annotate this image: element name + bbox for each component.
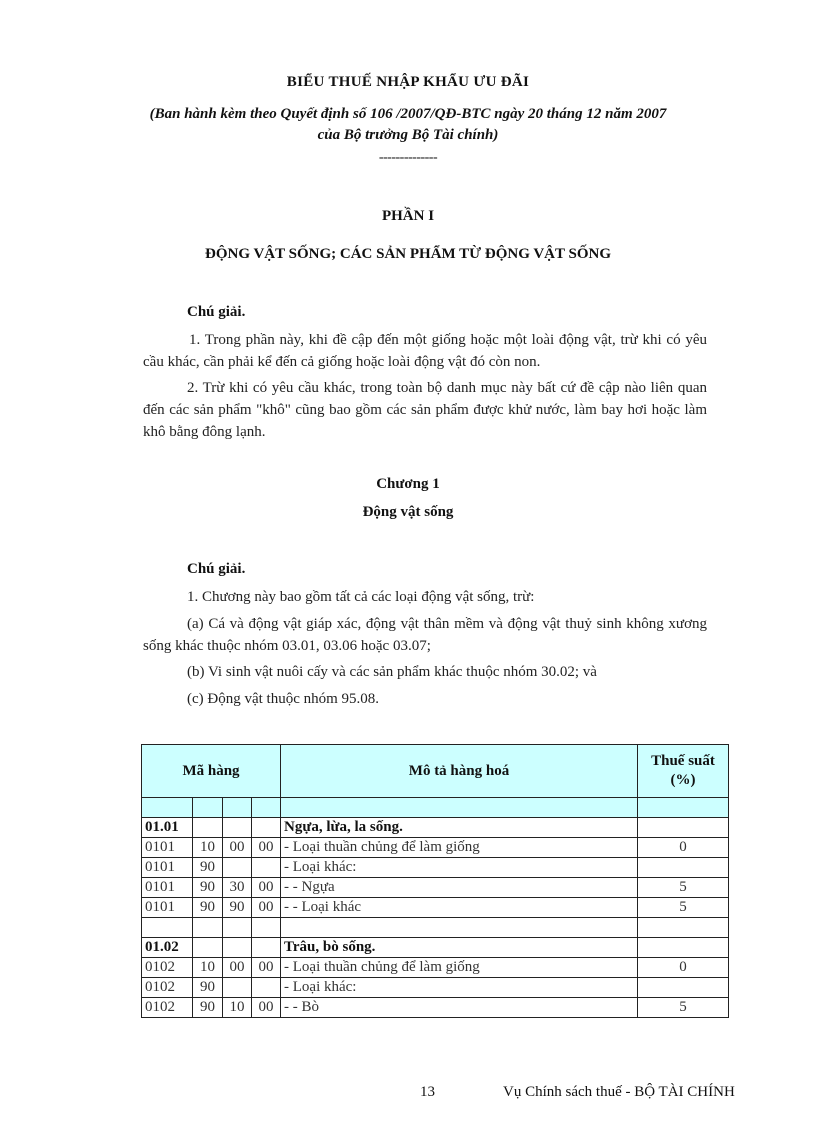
part-note-1: 1. Trong phần này, khi đề cập đến một giống hoặc một loài động vật, trừ khi có yêu cầu khác, cần phải kể đến cả giống hoặc loài động vật đó còn non. bbox=[143, 332, 707, 370]
code-part-4: 00 bbox=[252, 838, 281, 858]
part-label: PHẦN I bbox=[381, 208, 435, 224]
code-part-1: 0101 bbox=[142, 878, 193, 898]
header-rate bbox=[638, 745, 729, 798]
code-part-1: 0102 bbox=[142, 978, 193, 998]
code-part-2 bbox=[193, 818, 223, 838]
table-row bbox=[142, 898, 729, 918]
chapter-note-b: (b) Vi sinh vật nuôi cấy và các sản phẩm khác thuộc nhóm 30.02; và bbox=[187, 664, 597, 680]
table-spacer-row bbox=[142, 918, 729, 938]
part-notes-heading: Chú giải. bbox=[187, 304, 246, 320]
code-part-1 bbox=[142, 918, 193, 938]
document-subtitle bbox=[0, 104, 816, 146]
code-part-3: 00 bbox=[223, 838, 252, 858]
spacer-cell bbox=[252, 798, 281, 818]
code-part-3: 00 bbox=[223, 958, 252, 978]
table-row bbox=[142, 998, 729, 1018]
rate-cell bbox=[638, 978, 729, 998]
description-cell: - Loại thuần chủng để làm giống bbox=[281, 958, 638, 978]
table-row bbox=[142, 878, 729, 898]
code-part-4 bbox=[252, 858, 281, 878]
code-part-2: 10 bbox=[193, 838, 223, 858]
code-part-2: 90 bbox=[193, 898, 223, 918]
code-part-2: 90 bbox=[193, 978, 223, 998]
title-divider: -------------- bbox=[378, 150, 438, 165]
tariff-table bbox=[141, 744, 729, 1018]
code-part-2 bbox=[193, 938, 223, 958]
code-part-2 bbox=[193, 918, 223, 938]
header-description: Mô tả hàng hoá bbox=[281, 745, 638, 798]
description-cell: - - Bò bbox=[281, 998, 638, 1018]
table-group-row bbox=[142, 818, 729, 838]
description-cell: - Loại khác: bbox=[281, 978, 638, 998]
table-row bbox=[142, 858, 729, 878]
rate-cell bbox=[638, 918, 729, 938]
rate-cell: 5 bbox=[638, 878, 729, 898]
code-part-1: 01.02 bbox=[142, 938, 193, 958]
code-part-2: 90 bbox=[193, 878, 223, 898]
part-title: ĐỘNG VẬT SỐNG; CÁC SẢN PHẨM TỪ ĐỘNG VẬT SỐNG bbox=[204, 246, 612, 262]
header-code: Mã hàng bbox=[142, 745, 281, 798]
spacer-cell bbox=[142, 798, 193, 818]
chapter-note-1: 1. Chương này bao gồm tất cả các loại động vật sống, trừ: bbox=[187, 589, 535, 605]
code-part-4: 00 bbox=[252, 898, 281, 918]
rate-cell bbox=[638, 858, 729, 878]
code-part-2: 90 bbox=[193, 858, 223, 878]
code-part-3 bbox=[223, 858, 252, 878]
code-part-4 bbox=[252, 918, 281, 938]
spacer-cell bbox=[223, 798, 252, 818]
code-part-1: 01.01 bbox=[142, 818, 193, 838]
table-group-row bbox=[142, 938, 729, 958]
tariff-table-body bbox=[142, 818, 729, 1018]
description-cell: - - Ngựa bbox=[281, 878, 638, 898]
table-row bbox=[142, 958, 729, 978]
code-part-1: 0101 bbox=[142, 838, 193, 858]
code-part-1: 0101 bbox=[142, 858, 193, 878]
description-cell bbox=[281, 918, 638, 938]
code-part-4 bbox=[252, 978, 281, 998]
code-part-1: 0102 bbox=[142, 958, 193, 978]
code-part-3 bbox=[223, 818, 252, 838]
chapter-label: Chương 1 bbox=[376, 476, 440, 492]
description-cell: Trâu, bò sống. bbox=[281, 938, 638, 958]
code-part-2: 10 bbox=[193, 958, 223, 978]
description-cell: - Loại thuần chủng để làm giống bbox=[281, 838, 638, 858]
spacer-cell bbox=[281, 798, 638, 818]
chapter-note-a: (a) Cá và động vật giáp xác, động vật thân mềm và động vật thuỷ sinh không xương sống khác thuộc nhóm 03.01, 03.06 hoặc 03.07; bbox=[143, 616, 707, 654]
table-header-spacer bbox=[142, 798, 729, 818]
code-part-1: 0101 bbox=[142, 898, 193, 918]
header-rate-line-2: (%) bbox=[670, 772, 696, 788]
code-part-4 bbox=[252, 938, 281, 958]
header-rate-line-1: Thuế suất bbox=[651, 753, 715, 769]
code-part-3 bbox=[223, 938, 252, 958]
spacer-cell bbox=[638, 798, 729, 818]
spacer-cell bbox=[193, 798, 223, 818]
code-part-3: 90 bbox=[223, 898, 252, 918]
code-part-3 bbox=[223, 978, 252, 998]
chapter-title: Động vật sống bbox=[362, 504, 454, 520]
code-part-1: 0102 bbox=[142, 998, 193, 1018]
code-part-3: 30 bbox=[223, 878, 252, 898]
description-cell: Ngựa, lừa, la sống. bbox=[281, 818, 638, 838]
rate-cell: 5 bbox=[638, 898, 729, 918]
code-part-4: 00 bbox=[252, 958, 281, 978]
code-part-4: 00 bbox=[252, 878, 281, 898]
table-row bbox=[142, 978, 729, 998]
chapter-note-c: (c) Động vật thuộc nhóm 95.08. bbox=[187, 691, 380, 707]
rate-cell: 0 bbox=[638, 838, 729, 858]
document-title: BIỂU THUẾ NHẬP KHẨU ƯU ĐÃI bbox=[286, 74, 530, 90]
description-cell: - Loại khác: bbox=[281, 858, 638, 878]
part-note-2: 2. Trừ khi có yêu cầu khác, trong toàn bộ danh mục này bất cứ đề cập nào liên quan đến các sản phẩm "khô" cũng bao gồm các sản phẩm được khử nước, làm bay hơi hoặc làm khô bằng đông lạnh. bbox=[143, 380, 707, 440]
rate-cell bbox=[638, 938, 729, 958]
page-number: 13 bbox=[420, 1084, 435, 1100]
code-part-2: 90 bbox=[193, 998, 223, 1018]
rate-cell: 0 bbox=[638, 958, 729, 978]
chapter-notes-heading: Chú giải. bbox=[187, 561, 246, 577]
code-part-3 bbox=[223, 918, 252, 938]
rate-cell bbox=[638, 818, 729, 838]
footer-department: Vụ Chính sách thuế - BỘ TÀI CHÍNH bbox=[503, 1084, 735, 1100]
code-part-3: 10 bbox=[223, 998, 252, 1018]
table-header-row bbox=[142, 745, 729, 798]
table-row bbox=[142, 838, 729, 858]
rate-cell: 5 bbox=[638, 998, 729, 1018]
description-cell: - - Loại khác bbox=[281, 898, 638, 918]
code-part-4: 00 bbox=[252, 998, 281, 1018]
subtitle-line-2: của Bộ trưởng Bộ Tài chính) bbox=[317, 127, 499, 143]
subtitle-line-1: (Ban hành kèm theo Quyết định số 106 /2007/QĐ-BTC ngày 20 tháng 12 năm 2007 bbox=[149, 106, 667, 122]
code-part-4 bbox=[252, 818, 281, 838]
